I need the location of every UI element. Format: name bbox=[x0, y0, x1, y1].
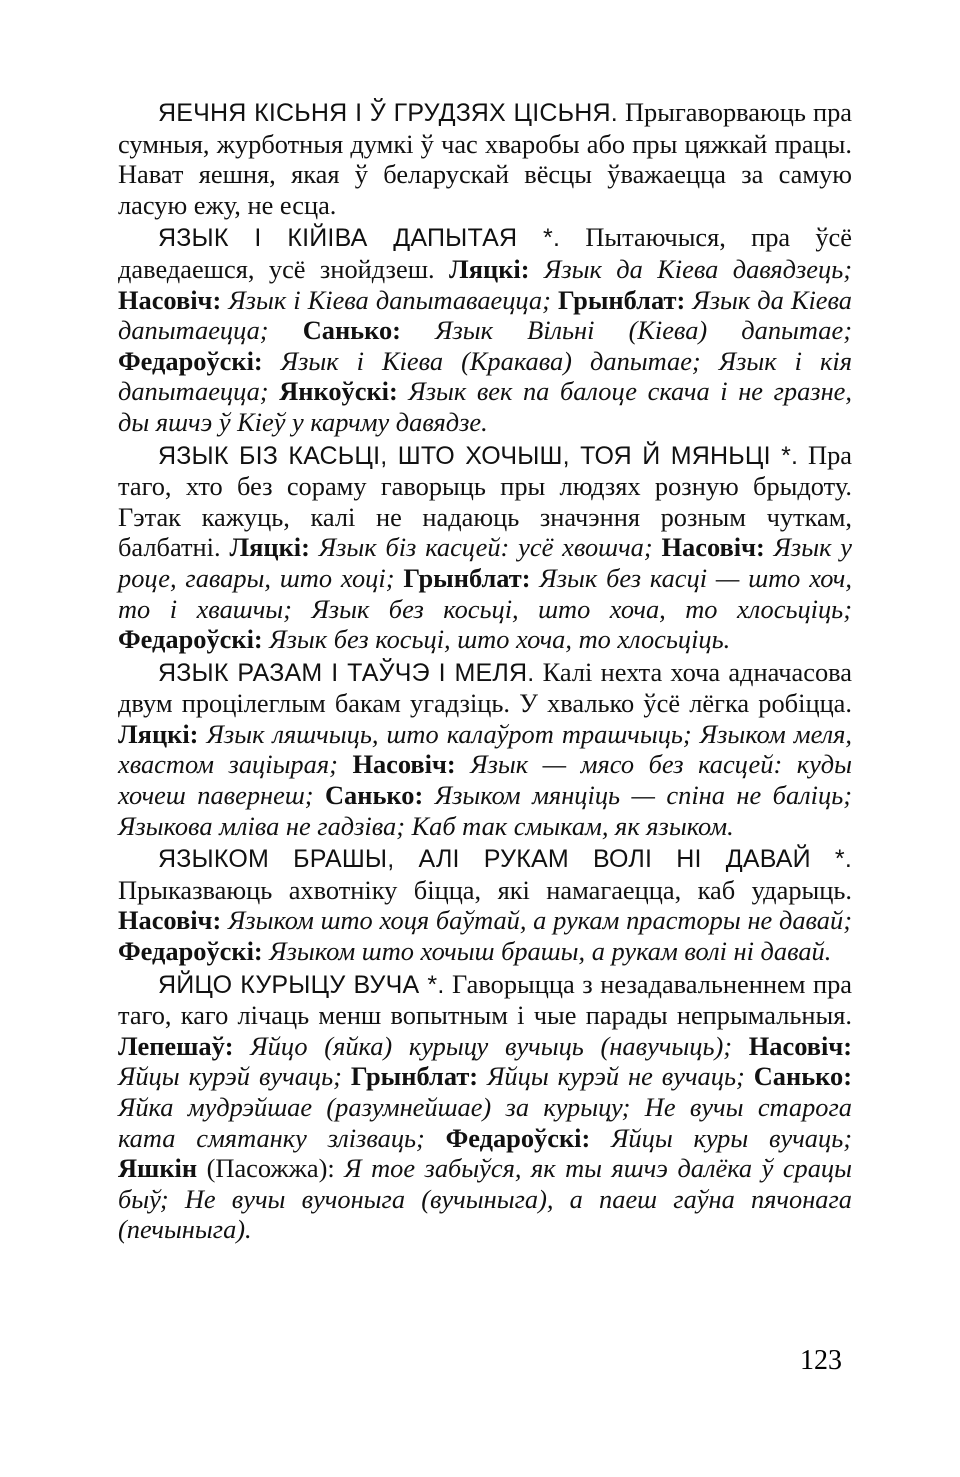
source-name: Янкоўскі: bbox=[279, 376, 398, 407]
variant-text: Язык да Кіева дапытаецца; bbox=[118, 284, 852, 346]
variant-text: Язык век па балоце скача і не гразне, ды яшчэ ў Кіеў у карчму давядзе. bbox=[118, 376, 852, 437]
headword: ЯЕЧНЯ КІСЬНЯ І Ў ГРУДЗЯХ ЦІСЬНЯ. bbox=[158, 99, 618, 127]
variant-text: Язык і Кіева (Кракава) дапытае; Язык і кія дапытаецца; bbox=[118, 345, 852, 407]
headword: ЯЗЫК РАЗАМ І ТАЎЧЭ І МЕЛЯ. bbox=[158, 658, 535, 687]
variant-text: Язык у роце, гавары, што хоці; bbox=[118, 532, 852, 593]
variant-text: Язык ляшчыць, што калаўрот трашчыць; Языком меля, хвастом заціырая; bbox=[118, 718, 852, 780]
entry-yazyk-biz-kastsi bbox=[118, 440, 852, 655]
variant-text: Яйцо (яйка) курыцу вучыць (навучыць); bbox=[233, 1030, 749, 1061]
variant-text: Языком мянціць — спіна не баліць; Языкова мліва не гадзіва; Каб так смыкам, як языком. bbox=[118, 780, 852, 841]
headword: ЯЗЫК І КІЙІВА ДАПЫТАЯ *. bbox=[158, 224, 561, 253]
definition: Прыгаворваюць пра сумныя, журботныя думкі ў час хваробы або пры цяжкай працы. Нават яешня, якая ў беларускай вёсцы ўважаецца за самую ласую ежу, не есца. bbox=[118, 97, 853, 220]
source-region: (Пасожжа): bbox=[197, 1153, 335, 1184]
source-name: Федароўскі: bbox=[118, 936, 263, 967]
definition: Прыказваюць ахвотніку біцца, які намагаецца, каб ударыць. bbox=[118, 874, 852, 905]
entry-yazykom-brashy bbox=[118, 843, 852, 966]
source-name: Санько: bbox=[325, 780, 424, 811]
variant-text: Язык да Кіева давядзець; bbox=[529, 253, 852, 284]
source-name: Ляцкі: bbox=[449, 253, 530, 284]
variant-text: Язык без косьці, што хоча, то хлосьціць. bbox=[262, 624, 731, 655]
source-name: Насовіч: bbox=[748, 1030, 852, 1061]
variant-text: Языком што хочыш брашы, а рукам волі ні давай. bbox=[262, 936, 832, 967]
source-name: Насовіч: bbox=[661, 532, 765, 563]
variant-text: Язык біз касцей: усё хвошча; bbox=[309, 532, 662, 563]
definition: Пытаючыся, пра ўсё даведаешся, усё знойдзеш. bbox=[118, 222, 852, 284]
source-name: Ляцкі: bbox=[229, 532, 310, 563]
source-name: Санько: bbox=[753, 1061, 852, 1092]
variant-text: Язык — мясо без касцей: куды хочеш павернеш; bbox=[118, 749, 852, 811]
entry-yaitso-kurytsu bbox=[118, 969, 852, 1245]
entry-yaechnya bbox=[118, 97, 852, 220]
variant-text-rest: Я тое забыўся, як ты яшчэ далёка ў срацы быў; Не вучы вучоныга (вучыныга), а паеш гаўна пячонага (печыныга). bbox=[118, 1153, 852, 1245]
source-name: Федароўскі: bbox=[118, 624, 263, 655]
source-name: Грынблат: bbox=[403, 562, 531, 593]
source-name: Федароўскі: bbox=[445, 1122, 591, 1153]
variant-text: Языком што хоця баўтай, а рукам прасторы не давай; bbox=[221, 905, 852, 936]
variant-text: Язык Вільні (Кіева) дапытае; bbox=[400, 315, 852, 346]
source-name: Ляцкі: bbox=[118, 718, 199, 749]
source-name: Санько: bbox=[302, 315, 401, 346]
source-name: Грынблат: bbox=[350, 1061, 479, 1092]
variant-text: Яйцы курэй вучаць; bbox=[118, 1061, 351, 1092]
definition: Калі нехта хоча адначасова двум процілеглым бакам угадзіць. У хвалько ўсё лёгка робіцца. bbox=[118, 656, 852, 719]
headword: ЯЙЦО КУРЫЦУ ВУЧА *. bbox=[158, 970, 445, 999]
variant-text bbox=[118, 1153, 852, 1244]
source-name: Насовіч: bbox=[352, 749, 456, 780]
variant-text: Язык без касці — што хоч, то і хвашчы; Язык без косьці, што хоча, то хлосьціць; bbox=[118, 562, 852, 624]
variant-text: Яйцы курэй не вучаць; bbox=[478, 1061, 754, 1092]
headword: ЯЗЫКОМ БРАШЫ, АЛІ РУКАМ ВОЛІ НІ ДАВАЙ *. bbox=[158, 845, 852, 874]
dictionary-page bbox=[118, 97, 852, 1247]
entry-yazyk-kiieva bbox=[118, 222, 852, 437]
definition: Пра таго, хто без сораму гаворыць пры людзях розную брыдоту. Гэтак кажуць, калі не надаюць значэння розным чуткам, балбатні. bbox=[118, 439, 852, 563]
source-name: Яшкін bbox=[118, 1153, 198, 1184]
variant-text: Яйка мудрэйшае (разумнейшае) за курыцу; Не вучы старога ката смятанку злізваць; bbox=[118, 1092, 852, 1153]
source-name: Федароўскі: bbox=[118, 345, 263, 376]
source-name: Грынблат: bbox=[558, 284, 686, 315]
variant-text: Яйцы куры вучаць; bbox=[590, 1122, 852, 1153]
source-name: Лепешаў: bbox=[118, 1030, 234, 1061]
variant-text: Язык і Кіева дапытаваецца; bbox=[221, 284, 559, 315]
headword: ЯЗЫК БІЗ КАСЬЦІ, ШТО ХОЧЫШ, ТОЯ Й МЯНЬЦІ *. bbox=[158, 441, 799, 470]
source-name: Насовіч: bbox=[118, 905, 222, 936]
entry-yazyk-razam bbox=[118, 657, 852, 842]
definition: Гаворыцца з незадавальненнем пра таго, каго лічаць менш вопытным і чые парады непрымальныя. bbox=[118, 968, 852, 1031]
source-name: Насовіч: bbox=[118, 284, 222, 315]
page-number: 123 bbox=[800, 1345, 842, 1376]
